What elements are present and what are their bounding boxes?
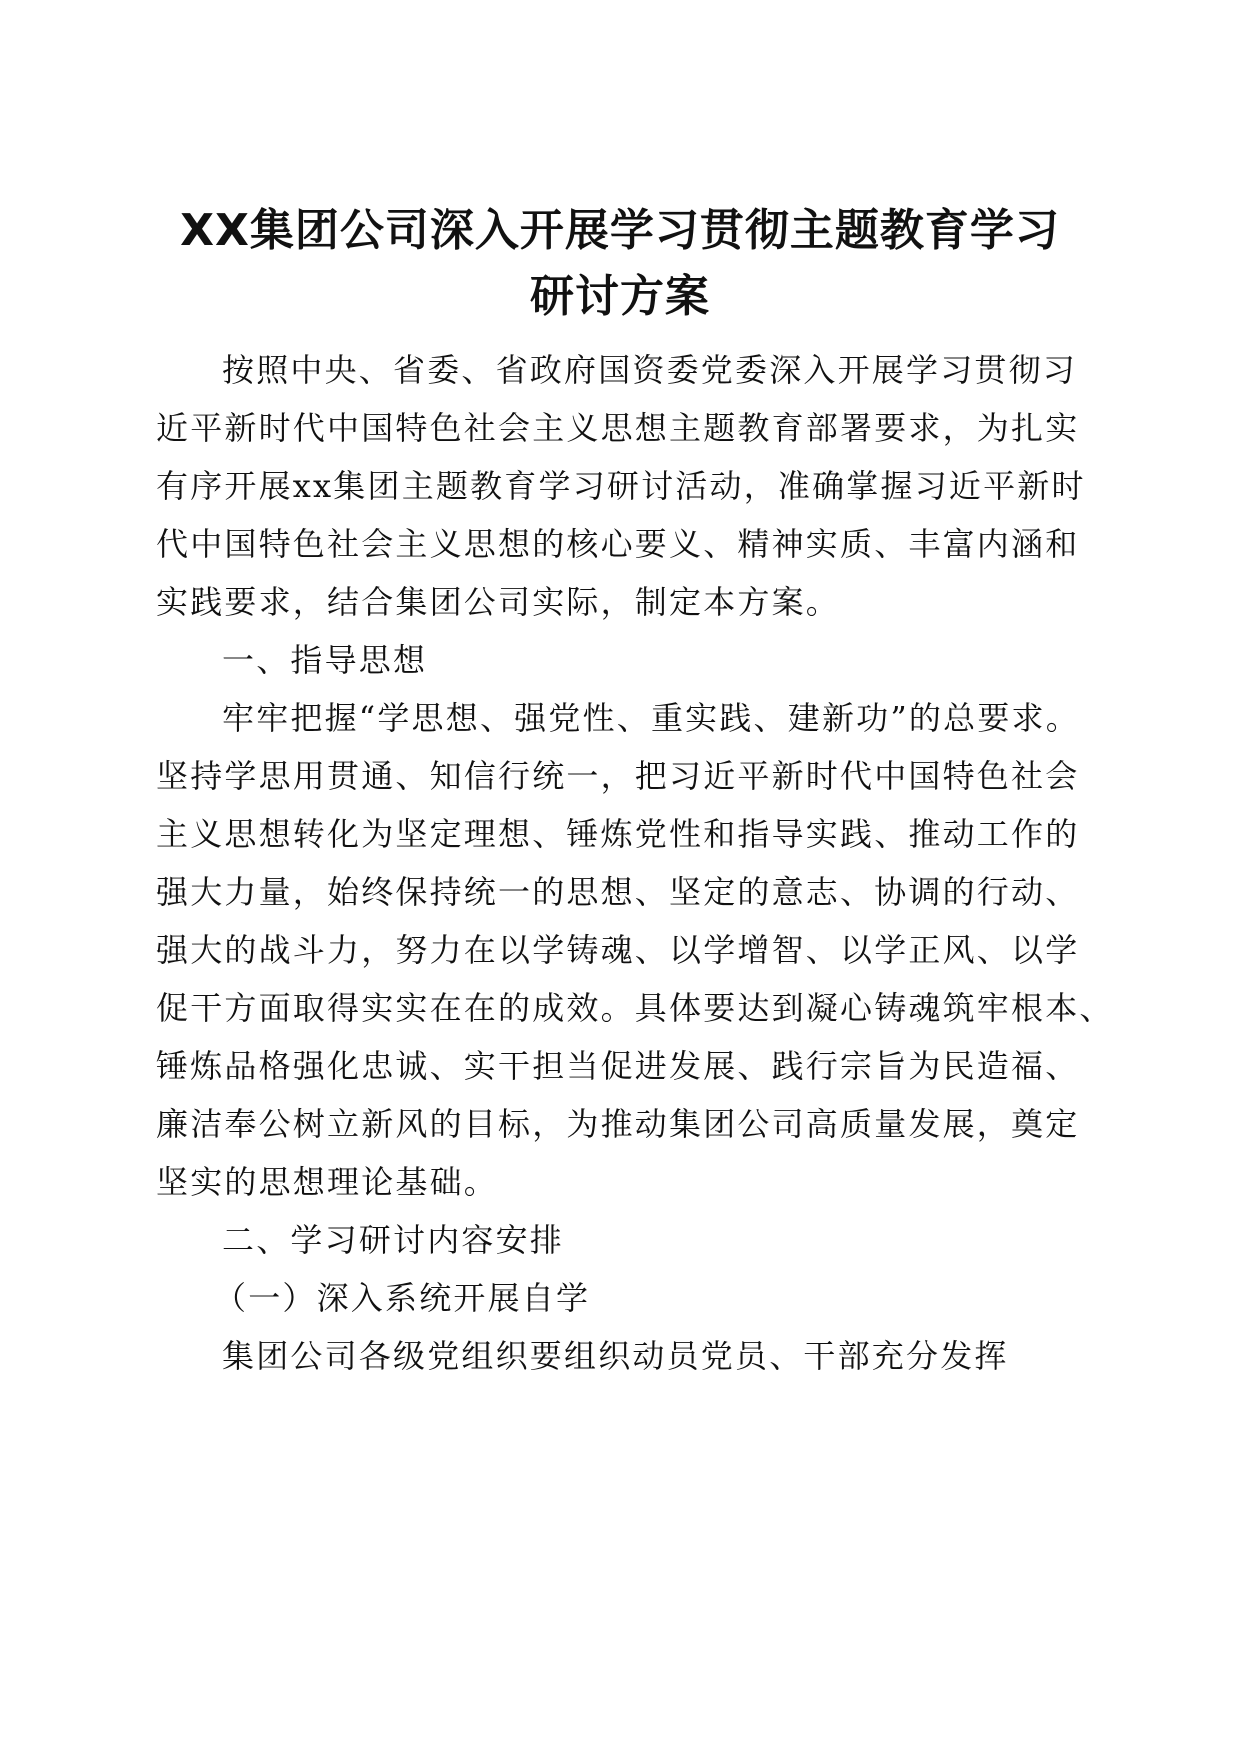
section-1-paragraph-line: 主义思想转化为坚定理想、锤炼党性和指导实践、推动工作的	[156, 815, 1080, 853]
section-1-paragraph-line: 坚实的思想理论基础。	[156, 1163, 499, 1201]
intro-paragraph-line: 近平新时代中国特色社会主义思想主题教育部署要求，为扎实	[156, 409, 1080, 447]
section-1-paragraph-line: 坚持学思用贯通、知信行统一，把习近平新时代中国特色社会	[156, 757, 1080, 795]
intro-paragraph-line: 有序开展xx集团主题教育学习研讨活动，准确掌握习近平新时	[156, 467, 1086, 505]
section-1-paragraph-line: 强大力量，始终保持统一的思想、坚定的意志、协调的行动、	[156, 873, 1080, 911]
section-1-paragraph-line: 锤炼品格强化忠诚、实干担当促进发展、践行宗旨为民造福、	[156, 1047, 1080, 1085]
intro-paragraph-line: 代中国特色社会主义思想的核心要义、精神实质、丰富内涵和	[156, 525, 1080, 563]
section-2-heading: 二、学习研讨内容安排	[222, 1221, 565, 1259]
section-1-paragraph-line: 廉洁奉公树立新风的目标，为推动集团公司高质量发展，奠定	[156, 1105, 1080, 1143]
section-1-paragraph-line: 牢牢把握“学思想、强党性、重实践、建新功”的总要求。	[222, 699, 1080, 737]
intro-paragraph-line: 按照中央、省委、省政府国资委党委深入开展学习贯彻习	[222, 351, 1078, 389]
document-title-line-1: XX集团公司深入开展学习贯彻主题教育学习	[180, 205, 1060, 256]
section-2-paragraph-line: 集团公司各级党组织要组织动员党员、干部充分发挥	[222, 1337, 1009, 1375]
document-title-line-2: 研讨方案	[530, 271, 710, 322]
section-2-subheading-1: （一）深入系统开展自学	[214, 1279, 591, 1317]
intro-paragraph-line: 实践要求，结合集团公司实际，制定本方案。	[156, 583, 841, 621]
section-1-heading: 一、指导思想	[222, 641, 428, 679]
section-1-paragraph-line: 强大的战斗力，努力在以学铸魂、以学增智、以学正风、以学	[156, 931, 1080, 969]
section-1-paragraph-line: 促干方面取得实实在在的成效。具体要达到凝心铸魂筑牢根本、	[156, 989, 1114, 1027]
